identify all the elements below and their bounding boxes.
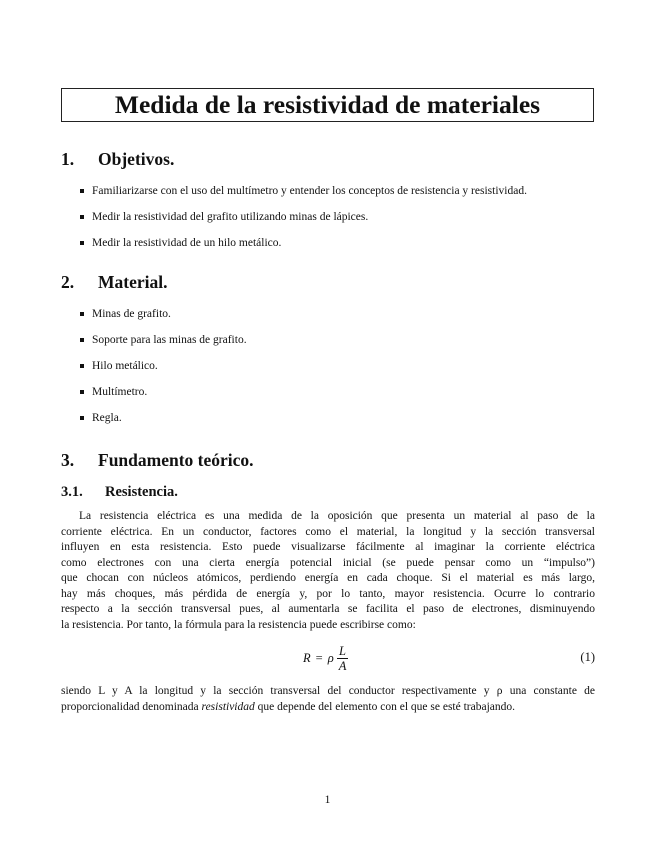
paragraph-resistividad (61, 684, 595, 715)
list-item: Medir la resistividad de un hilo metálico. (80, 236, 527, 262)
list-item: Multímetro. (80, 385, 247, 411)
paragraph-line: corriente eléctrica. En un conductor, factores como el material, la longitud y la sección transversal (61, 525, 595, 538)
term-resistividad: resistividad (201, 700, 255, 713)
list-item: Regla. (80, 411, 247, 437)
section-number: 3. (61, 450, 75, 470)
equation-body (303, 642, 348, 674)
paragraph-line: respecto a la sección transversal pues, al aumentarla se facilita el paso de electrones, disminuyendo (61, 603, 595, 615)
paragraph-line: proporcionalidad denominada resistividad que depende del elemento con el que se esté trabajando. (61, 700, 516, 713)
paragraph-line: La resistencia eléctrica es una medida de la oposición que presenta un material al paso de la (79, 510, 595, 522)
list-item: Minas de grafito. (80, 307, 247, 333)
list-item: Familiarizarse con el uso del multímetro y entender los conceptos de resistencia y resistividad. (80, 184, 527, 210)
paragraph-line: siendo L y A la longitud y la sección transversal del conductor respectivamente y ρ una constante de (61, 685, 595, 697)
bullet-icon (80, 364, 84, 368)
equation-equals: = (315, 650, 323, 665)
section-title: Objetivos. (98, 149, 175, 169)
paragraph-line: que chocan con núcleos atómicos, perdiendo energía en cada choque. Si el material es más largo, (61, 572, 595, 584)
material-list (80, 307, 247, 437)
subsection-number: 3.1. (61, 484, 83, 500)
fraction-numerator: L (339, 643, 346, 658)
subsection-title: Resistencia. (105, 484, 178, 500)
objetivos-list (80, 184, 527, 262)
fraction-denominator: A (338, 658, 347, 673)
equation-fraction (337, 644, 349, 673)
title-box (61, 88, 594, 122)
bullet-icon (80, 189, 84, 193)
bullet-icon (80, 215, 84, 219)
paragraph-line: la resistencia. Por tanto, la fórmula para la resistencia puede escribirse como: (61, 618, 416, 631)
list-item: Hilo metálico. (80, 359, 247, 385)
paragraph-line: hay más choques, más pérdida de energía y, por lo tanto, mayor resistencia. Ocurre lo contrario (61, 587, 595, 600)
equation-resistance (61, 640, 595, 676)
section-heading-fundamento (61, 452, 254, 470)
subsection-heading-resistencia (61, 485, 178, 500)
bullet-icon (80, 338, 84, 342)
equation-number: (1) (580, 650, 595, 664)
bullet-icon (80, 390, 84, 394)
section-title: Fundamento teórico. (98, 450, 254, 470)
section-heading-material (61, 274, 167, 292)
bullet-icon (80, 416, 84, 420)
list-item: Soporte para las minas de grafito. (80, 333, 247, 359)
section-number: 2. (61, 272, 75, 292)
section-number: 1. (61, 149, 75, 169)
bullet-icon (80, 312, 84, 316)
page-number: 1 (324, 794, 331, 806)
section-heading-objetivos (61, 151, 174, 169)
paragraph-resistencia (61, 509, 595, 633)
equation-lhs: R (303, 650, 311, 665)
section-title: Material. (98, 272, 168, 292)
bullet-icon (80, 241, 84, 245)
document-title: Medida de la resistividad de materiales (114, 90, 541, 120)
paragraph-line: como electrones con una cierta energía potencial inicial (se puede pensar como un “impulso”) (61, 556, 595, 569)
equation-rho: ρ (327, 650, 334, 665)
list-item: Medir la resistividad del grafito utilizando minas de lápices. (80, 210, 527, 236)
paragraph-line: influyen en esta resistencia. Esto puede visualizarse fácilmente al imaginar la corriente eléctrica (61, 541, 595, 553)
